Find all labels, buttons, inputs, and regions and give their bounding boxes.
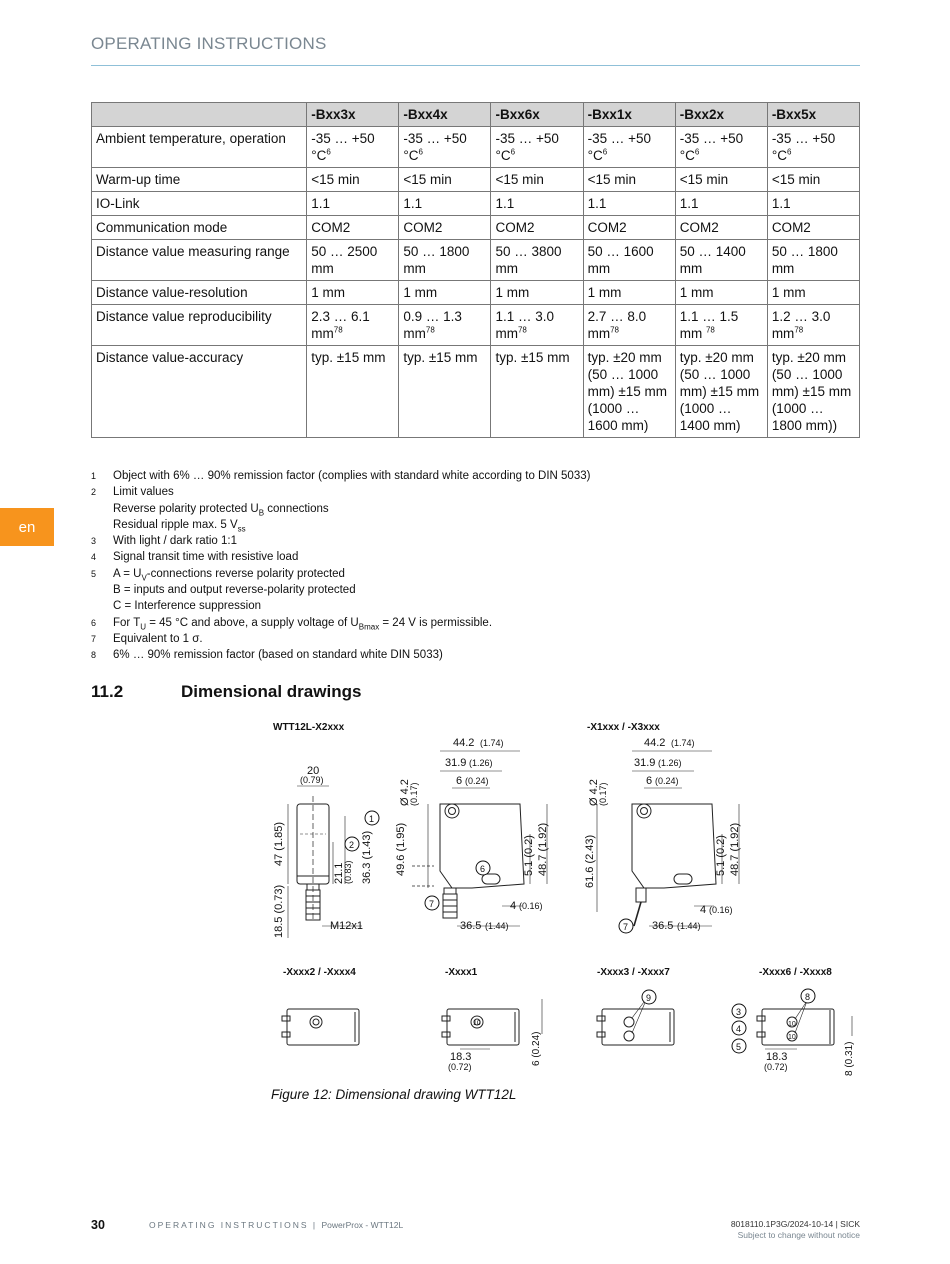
table-cell: 1.1 … 3.0 $mm^{78}$ <box>491 305 583 346</box>
view-label: -Xxxx6 / -Xxxx8 <box>759 967 832 978</box>
row-label: Distance value reproducibility <box>92 305 307 346</box>
table-cell: 50 … 1400 mm <box>675 240 767 281</box>
callout-7 <box>619 919 633 933</box>
table-cell: 2.3 … 6.1 $mm^{78}$ <box>307 305 399 346</box>
dim-label: 4 <box>510 900 517 912</box>
row-label: IO-Link <box>92 192 307 216</box>
dim-label: (0.72) <box>448 1062 472 1072</box>
table-cell: COM2 <box>307 216 399 240</box>
dim-label: (1.74) <box>671 738 695 748</box>
view-label: -Xxxx2 / -Xxxx4 <box>283 967 356 978</box>
table-row <box>92 192 860 216</box>
table-header: -Bxx5x <box>767 103 859 127</box>
dim-label: (0.79) <box>300 775 324 785</box>
table-header-row <box>92 103 860 127</box>
table-cell: 1.1 <box>491 192 583 216</box>
table-cell: 1.1 … 1.5 mm $^{78}$ <box>675 305 767 346</box>
table-cell: <15 min <box>491 168 583 192</box>
table-header: -Bxx3x <box>307 103 399 127</box>
svg-text:1: 1 <box>369 814 375 824</box>
callout-9 <box>642 990 656 1004</box>
language-tab[interactable]: en <box>0 508 54 546</box>
dim-label: 18.3 <box>450 1051 472 1063</box>
table-cell: 2.7 … 8.0 $mm^{78}$ <box>583 305 675 346</box>
table-cell: 1 mm <box>307 281 399 305</box>
dim-label: (0.24) <box>465 776 489 786</box>
dim-label: 44.2 <box>453 737 475 749</box>
dim-label: Ø 4.2 <box>588 779 600 806</box>
table-cell: -35 … +50 $^\circ C^6$ <box>399 127 491 168</box>
specs-table <box>91 102 860 438</box>
table-cell: <15 min <box>675 168 767 192</box>
dimensional-drawing <box>262 716 872 1086</box>
dim-label: (1.26) <box>469 758 493 768</box>
table-cell: COM2 <box>583 216 675 240</box>
svg-text:5: 5 <box>736 1042 742 1052</box>
callout-7 <box>425 896 439 910</box>
row-label: Distance value-resolution <box>92 281 307 305</box>
footnote: 5 $A = U_V$-connections reverse polarity protected <box>91 567 345 583</box>
svg-text:10: 10 <box>788 1034 796 1041</box>
table-header: -Bxx6x <box>491 103 583 127</box>
footnotes <box>91 468 860 664</box>
table-cell: 50 … 3800 mm <box>491 240 583 281</box>
footer-right <box>731 1219 860 1241</box>
dim-label: 48.7 (1.92) <box>729 822 741 876</box>
dim-label: Ø 4.2 <box>399 779 411 806</box>
bottom-view-1 <box>287 1009 359 1045</box>
table-cell: <15 min <box>307 168 399 192</box>
callout-2 <box>345 837 359 851</box>
table-cell: typ. ±20 mm (50 … 1000 mm) ±15 mm (1000 … 1600 mm) <box>583 346 675 438</box>
table-cell: 1 mm <box>767 281 859 305</box>
dim-label: (1.26) <box>658 758 682 768</box>
dim-label: 18.3 <box>766 1051 788 1063</box>
dim-label: (0.16) <box>519 901 543 911</box>
bottom-view-3 <box>602 1009 674 1045</box>
side-view-cable-body <box>632 804 716 888</box>
footnote: C = Interference suppression <box>113 600 261 613</box>
row-label: Distance value measuring range <box>92 240 307 281</box>
table-cell: typ. ±20 mm (50 … 1000 mm) ±15 mm (1000 … 1400 mm) <box>675 346 767 438</box>
footnote: 2 Limit values <box>91 486 174 499</box>
footnote: 4 Signal transit time with resistive load <box>91 551 299 564</box>
table-cell: 50 … 1600 mm <box>583 240 675 281</box>
section-heading <box>91 682 361 702</box>
dim-label: 47 (1.85) <box>273 821 285 866</box>
dim-label: (0.83) <box>343 860 353 884</box>
table-cell: typ. ±15 mm <box>307 346 399 438</box>
table-header-empty <box>92 103 307 127</box>
section-title: Dimensional drawings <box>181 682 362 701</box>
dim-label: 6 (0.24) <box>531 1031 542 1066</box>
drawing-title-left: WTT12L-X2xxx <box>273 722 345 733</box>
dim-label: (0.24) <box>655 776 679 786</box>
footnote: 7 Equivalent to 1 σ. <box>91 632 203 645</box>
table-row <box>92 127 860 168</box>
table-cell: <15 min <box>399 168 491 192</box>
svg-text:7: 7 <box>623 922 629 932</box>
table-cell: 1 mm <box>675 281 767 305</box>
dim-label: 4 <box>700 904 707 916</box>
svg-text:10: 10 <box>788 1021 796 1028</box>
footer-doc-type: OPERATING INSTRUCTIONS <box>149 1220 309 1230</box>
view-label: -Xxxx3 / -Xxxx7 <box>597 967 670 978</box>
row-label: Communication mode <box>92 216 307 240</box>
table-header: -Bxx2x <box>675 103 767 127</box>
table-row <box>92 216 860 240</box>
svg-text:8: 8 <box>805 992 811 1002</box>
figure-caption: Figure 12: Dimensional drawing WTT12L <box>271 1087 517 1102</box>
table-cell: -35 … +50 $^\circ C^6$ <box>307 127 399 168</box>
table-cell: 1.2 … 3.0 $mm^{78}$ <box>767 305 859 346</box>
dim-label: 49.6 (1.95) <box>395 822 407 876</box>
table-cell: typ. ±20 mm (50 … 1000 mm) ±15 mm (1000 … 1800 mm)) <box>767 346 859 438</box>
table-cell: COM2 <box>399 216 491 240</box>
table-cell: 1.1 <box>583 192 675 216</box>
footnote: 3 With light / dark ratio 1:1 <box>91 535 237 548</box>
svg-text:9: 9 <box>646 993 652 1003</box>
dim-label: M12x1 <box>330 920 364 932</box>
dim-label: 20 <box>307 765 320 777</box>
dim-label: 6 <box>646 775 653 787</box>
callout-1 <box>365 811 379 825</box>
footnote: 8 6% … 90% remission factor (based on standard white DIN 5033) <box>91 649 443 662</box>
view-label: -Xxxx1 <box>445 967 478 978</box>
dim-label: (0.17) <box>409 782 419 806</box>
page-footer <box>91 1217 860 1247</box>
table-cell: 1.1 <box>399 192 491 216</box>
table-row <box>92 281 860 305</box>
callout-3 <box>732 1004 746 1018</box>
table-cell: 50 … 1800 mm <box>767 240 859 281</box>
row-label: Distance value-accuracy <box>92 346 307 438</box>
footnote: 1 Object with 6% … 90% remission factor (complies with standard white according to DIN 5033) <box>91 470 591 482</box>
table-cell: <15 min <box>583 168 675 192</box>
dim-label: 61.6 (2.43) <box>584 834 596 888</box>
page-header <box>91 34 860 66</box>
callout-6 <box>476 861 490 875</box>
table-row <box>92 346 860 438</box>
table-cell: typ. ±15 mm <box>491 346 583 438</box>
footer-doc-id: 8018110.1P3G/2024-10-14 | SICK <box>730 1219 860 1229</box>
table-cell: 1.1 <box>675 192 767 216</box>
table-cell: 50 … 1800 mm <box>399 240 491 281</box>
page-number: 30 <box>91 1218 105 1232</box>
footer-doc-info: OPERATING INSTRUCTIONS | PowerProx - WTT12L <box>149 1220 404 1230</box>
footer-product: PowerProx - WTT12L <box>321 1220 404 1230</box>
table-header: -Bxx1x <box>583 103 675 127</box>
table-cell: typ. ±15 mm <box>399 346 491 438</box>
footnote: 6 For $T_U = 45$ °C and above, a supply voltage of $U_{Bmax} = 24$ V is permissible. <box>91 616 493 631</box>
dim-label: 18.5 (0.73) <box>273 884 285 938</box>
dim-label: 6 <box>456 775 463 787</box>
table-cell: COM2 <box>491 216 583 240</box>
dim-label: 36.5 <box>652 920 674 932</box>
dim-label: 44.2 <box>644 737 666 749</box>
table-cell: 1 mm <box>583 281 675 305</box>
table-cell: -35 … +50 $^\circ C^6$ <box>675 127 767 168</box>
footnote: B = inputs and output reverse-polarity protected <box>113 584 356 597</box>
dim-label: 48.7 (1.92) <box>537 822 549 876</box>
section-number: 11.2 <box>91 682 124 701</box>
dim-label: (1.44) <box>677 921 701 931</box>
table-cell: 50 … 2500 mm <box>307 240 399 281</box>
svg-text:10: 10 <box>473 1020 481 1027</box>
table-cell: 1.1 <box>307 192 399 216</box>
dim-label: 8 (0.31) <box>844 1041 855 1076</box>
table-cell: -35 … +50 $^\circ C^6$ <box>491 127 583 168</box>
dim-label: 36.3 (1.43) <box>361 830 373 884</box>
callout-4 <box>732 1021 746 1035</box>
table-cell: 1 mm <box>399 281 491 305</box>
svg-text:6: 6 <box>480 864 486 874</box>
bottom-view-2 <box>447 1009 519 1045</box>
table-cell: <15 min <box>767 168 859 192</box>
callout-10 <box>473 1020 481 1027</box>
callout-5 <box>732 1039 746 1053</box>
row-label: Warm-up time <box>92 168 307 192</box>
table-cell: 1 mm <box>491 281 583 305</box>
table-row <box>92 305 860 346</box>
footnote: Reverse polarity protected $U_B$ connections <box>113 502 329 517</box>
dim-label: (1.74) <box>480 738 504 748</box>
svg-text:3: 3 <box>736 1007 742 1017</box>
table-cell: COM2 <box>767 216 859 240</box>
table-row <box>92 240 860 281</box>
dim-label: (0.17) <box>598 782 608 806</box>
dim-label: 21.1 <box>333 862 345 884</box>
dim-label: 5.1 (0.2) <box>715 835 727 876</box>
dim-label: 36.5 <box>460 920 482 932</box>
drawing-title-right: -X1xxx / -X3xxx <box>587 722 660 733</box>
dim-label: (0.72) <box>764 1062 788 1072</box>
table-cell: COM2 <box>675 216 767 240</box>
dim-label: 31.9 <box>445 757 467 769</box>
table-cell: 0.9 … 1.3 $mm^{78}$ <box>399 305 491 346</box>
dim-label: (0.16) <box>709 905 733 915</box>
dim-label: 5.1 (0.2) <box>523 835 535 876</box>
table-cell: -35 … +50 $^\circ C^6$ <box>767 127 859 168</box>
dim-label: 31.9 <box>634 757 656 769</box>
table-header: -Bxx4x <box>399 103 491 127</box>
table-cell: 1.1 <box>767 192 859 216</box>
table-body <box>92 127 860 438</box>
callout-8 <box>801 989 815 1003</box>
svg-text:7: 7 <box>429 899 435 909</box>
dim-label: (1.44) <box>485 921 509 931</box>
svg-text:2: 2 <box>349 840 355 850</box>
footnote: Residual ripple max. 5 $V_{ss}$ <box>113 518 246 534</box>
table-row <box>92 168 860 192</box>
row-label: Ambient temperature, operation <box>92 127 307 168</box>
svg-text:4: 4 <box>736 1024 742 1034</box>
footer-notice: Subject to change without notice <box>737 1230 860 1240</box>
table-cell: -35 … +50 $^\circ C^6$ <box>583 127 675 168</box>
header-title: OPERATING INSTRUCTIONS <box>91 34 327 53</box>
